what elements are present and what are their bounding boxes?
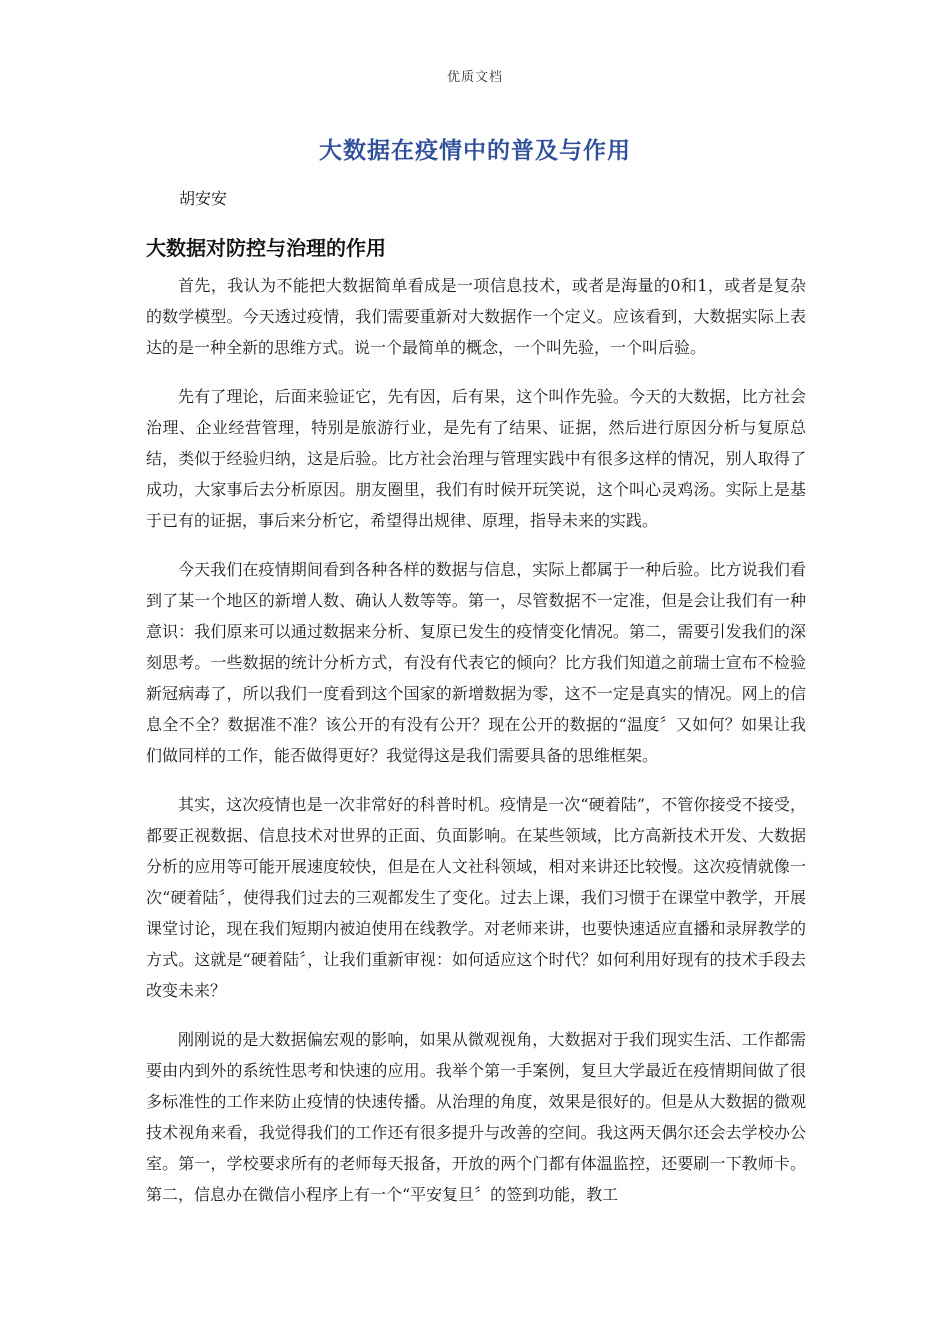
paragraph-4: 其实，这次疫情也是一次非常好的科普时机。疫情是一次“硬着陆”，不管你接受不接受，都要正视数据、信息技术对世界的正面、负面影响。在某些领域，比方高新技术开发、大数据分析的应用等可能开展速度较快，但是在人文社科领域，相对来讲还比较慢。这次疫情就像一次“硬着陆〞，使得我们过去的三观都发生了变化。过去上课，我们习惯于在课堂中教学，开展课堂讨论，现在我们短期内被迫使用在线教学。对老师来讲，也要快速适应直播和录屏教学的方式。这就是“硬着陆〞，让我们重新审视：如何适应这个时代？如何利用好现有的技术手段去改变未来？ bbox=[146, 795, 806, 1000]
document-title: 大数据在疫情中的普及与作用 bbox=[319, 138, 631, 164]
body-text bbox=[146, 270, 806, 1228]
paragraph-5: 刚刚说的是大数据偏宏观的影响，如果从微观视角，大数据对于我们现实生活、工作都需要由内到外的系统性思考和快速的应用。我举个第一手案例，复旦大学最近在疫情期间做了很多标准性的工作来防止疫情的快速传播。从治理的角度，效果是很好的。但是从大数据的微观技术视角来看，我觉得我们的工作还有很多提升与改善的空间。我这两天偶尔还会去学校办公室。第一，学校要求所有的老师每天报备，开放的两个门都有体温监控，还要刷一下教师卡。第二，信息办在微信小程序上有一个“平安复旦〞的签到功能，教工 bbox=[146, 1030, 806, 1204]
section-heading: 大数据对防控与治理的作用 bbox=[146, 236, 386, 260]
paragraph-2: 先有了理论，后面来验证它，先有因，后有果，这个叫作先验。今天的大数据，比方社会治理、企业经营管理，特别是旅游行业，是先有了结果、证据，然后进行原因分析与复原总结，类似于经验归纳，这是后验。比方社会治理与管理实践中有很多这样的情况，别人取得了成功，大家事后去分析原因。朋友圈里，我们有时候开玩笑说，这个叫心灵鸡汤。实际上是基于已有的证据，事后来分析它，希望得出规律、原理，指导未来的实践。 bbox=[146, 387, 806, 530]
page-header-label: 优质文档 bbox=[446, 70, 503, 85]
author-name: 胡安安 bbox=[179, 189, 228, 208]
paragraph-1: 首先，我认为不能把大数据简单看成是一项信息技术，或者是海量的0和1，或者是复杂的数学模型。今天透过疫情，我们需要重新对大数据作一个定义。应该看到，大数据实际上表达的是一种全新的思维方式。说一个最简单的概念，一个叫先验，一个叫后验。 bbox=[146, 276, 806, 357]
paragraph-3: 今天我们在疫情期间看到各种各样的数据与信息，实际上都属于一种后验。比方说我们看到了某一个地区的新增人数、确认人数等等。第一，尽管数据不一定准，但是会让我们有一种意识：我们原来可以通过数据来分析、复原已发生的疫情变化情况。第二，需要引发我们的深刻思考。一些数据的统计分析方式，有没有代表它的倾向？比方我们知道之前瑞士宣布不检验新冠病毒了，所以我们一度看到这个国家的新增数据为零，这不一定是真实的情况。网上的信息全不全？数据准不准？该公开的有没有公开？现在公开的数据的“温度〞又如何？如果让我们做同样的工作，能否做得更好？我觉得这是我们需要具备的思维框架。 bbox=[146, 560, 806, 765]
